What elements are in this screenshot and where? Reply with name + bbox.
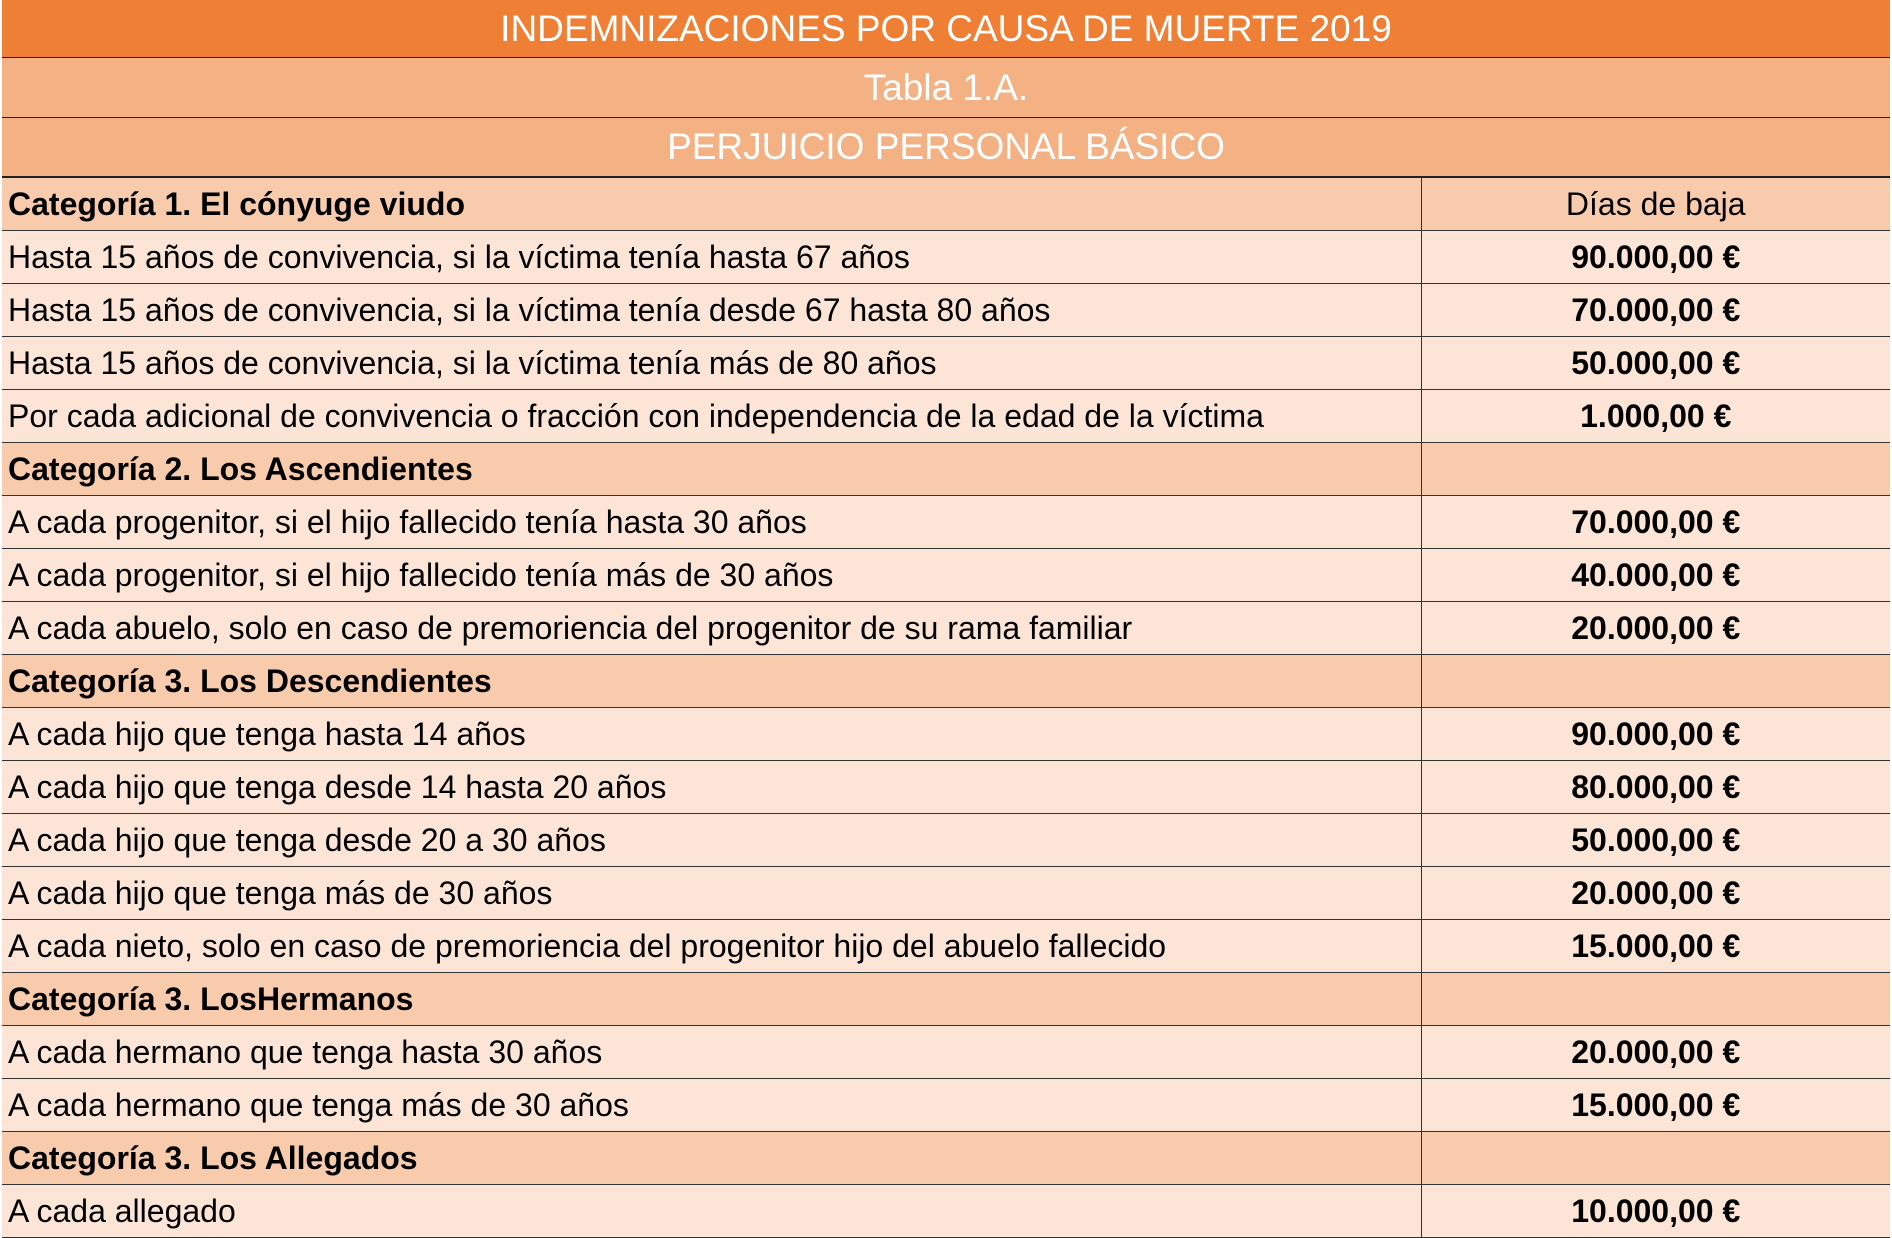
category-row bbox=[2, 655, 1890, 708]
table-row bbox=[2, 549, 1890, 602]
compensation-table bbox=[2, 178, 1890, 1238]
row-amount: 50.000,00 € bbox=[1421, 814, 1890, 867]
row-amount: 70.000,00 € bbox=[1421, 496, 1890, 549]
category-row bbox=[2, 1132, 1890, 1185]
category-label: Categoría 3. LosHermanos bbox=[2, 973, 1421, 1026]
row-amount: 90.000,00 € bbox=[1421, 708, 1890, 761]
row-amount: 90.000,00 € bbox=[1421, 231, 1890, 284]
row-amount: 1.000,00 € bbox=[1421, 390, 1890, 443]
table-row bbox=[2, 337, 1890, 390]
row-amount: 20.000,00 € bbox=[1421, 602, 1890, 655]
compensation-table-body bbox=[2, 178, 1890, 1238]
row-description: A cada hermano que tenga hasta 30 años bbox=[2, 1026, 1421, 1079]
row-amount: 20.000,00 € bbox=[1421, 867, 1890, 920]
row-description: Hasta 15 años de convivencia, si la víctima tenía desde 67 hasta 80 años bbox=[2, 284, 1421, 337]
table-row bbox=[2, 496, 1890, 549]
table-row bbox=[2, 390, 1890, 443]
table-subtitle: PERJUICIO PERSONAL BÁSICO bbox=[2, 118, 1890, 178]
row-description: Por cada adicional de convivencia o fracción con independencia de la edad de la víctima bbox=[2, 390, 1421, 443]
table-row bbox=[2, 814, 1890, 867]
table-row bbox=[2, 1026, 1890, 1079]
category-row bbox=[2, 443, 1890, 496]
table-row bbox=[2, 867, 1890, 920]
category-value: Días de baja bbox=[1421, 178, 1890, 231]
row-amount: 70.000,00 € bbox=[1421, 284, 1890, 337]
row-description: A cada hermano que tenga más de 30 años bbox=[2, 1079, 1421, 1132]
row-description: A cada hijo que tenga desde 14 hasta 20 años bbox=[2, 761, 1421, 814]
category-label: Categoría 3. Los Allegados bbox=[2, 1132, 1421, 1185]
row-amount: 20.000,00 € bbox=[1421, 1026, 1890, 1079]
category-label: Categoría 3. Los Descendientes bbox=[2, 655, 1421, 708]
row-amount: 80.000,00 € bbox=[1421, 761, 1890, 814]
category-row bbox=[2, 178, 1890, 231]
table-row bbox=[2, 708, 1890, 761]
row-amount: 15.000,00 € bbox=[1421, 1079, 1890, 1132]
row-amount: 15.000,00 € bbox=[1421, 920, 1890, 973]
category-value bbox=[1421, 655, 1890, 708]
category-label: Categoría 2. Los Ascendientes bbox=[2, 443, 1421, 496]
row-description: A cada hijo que tenga más de 30 años bbox=[2, 867, 1421, 920]
category-row bbox=[2, 973, 1890, 1026]
sheet-title: INDEMNIZACIONES POR CAUSA DE MUERTE 2019 bbox=[2, 0, 1890, 58]
row-description: A cada hijo que tenga hasta 14 años bbox=[2, 708, 1421, 761]
table-name: Tabla 1.A. bbox=[2, 58, 1890, 118]
category-value bbox=[1421, 1132, 1890, 1185]
row-description: Hasta 15 años de convivencia, si la víctima tenía hasta 67 años bbox=[2, 231, 1421, 284]
row-description: A cada nieto, solo en caso de premoriencia del progenitor hijo del abuelo fallecido bbox=[2, 920, 1421, 973]
row-description: A cada allegado bbox=[2, 1185, 1421, 1238]
row-description: A cada progenitor, si el hijo fallecido tenía hasta 30 años bbox=[2, 496, 1421, 549]
row-amount: 40.000,00 € bbox=[1421, 549, 1890, 602]
table-row bbox=[2, 1185, 1890, 1238]
table-row bbox=[2, 1079, 1890, 1132]
row-amount: 10.000,00 € bbox=[1421, 1185, 1890, 1238]
row-amount: 50.000,00 € bbox=[1421, 337, 1890, 390]
compensation-sheet bbox=[2, 0, 1890, 1238]
table-row bbox=[2, 761, 1890, 814]
table-row bbox=[2, 920, 1890, 973]
table-row bbox=[2, 284, 1890, 337]
category-value bbox=[1421, 973, 1890, 1026]
category-value bbox=[1421, 443, 1890, 496]
category-label: Categoría 1. El cónyuge viudo bbox=[2, 178, 1421, 231]
table-row bbox=[2, 602, 1890, 655]
row-description: A cada abuelo, solo en caso de premoriencia del progenitor de su rama familiar bbox=[2, 602, 1421, 655]
row-description: Hasta 15 años de convivencia, si la víctima tenía más de 80 años bbox=[2, 337, 1421, 390]
row-description: A cada hijo que tenga desde 20 a 30 años bbox=[2, 814, 1421, 867]
row-description: A cada progenitor, si el hijo fallecido tenía más de 30 años bbox=[2, 549, 1421, 602]
table-row bbox=[2, 231, 1890, 284]
